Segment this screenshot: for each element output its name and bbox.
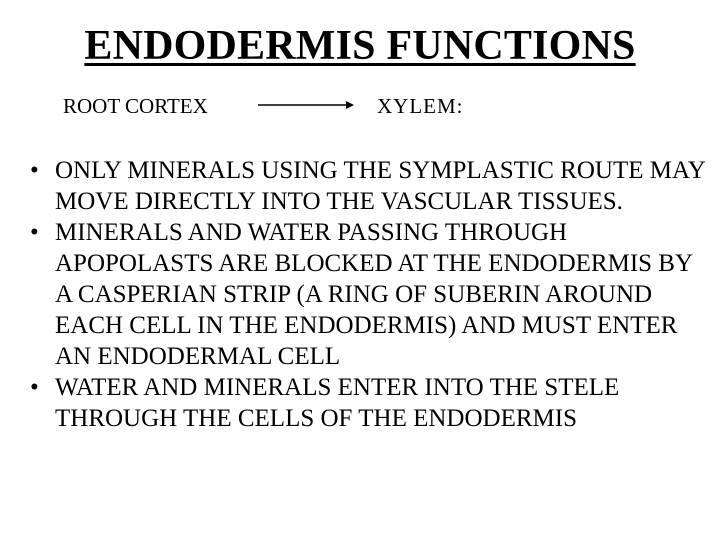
slide-title: ENDODERMIS FUNCTIONS (84, 23, 636, 69)
bullet-item (30, 155, 710, 217)
bullet-list (30, 155, 710, 434)
bullet-item (30, 217, 710, 372)
bullet-text: ONLY MINERALS USING THE SYMPLASTIC ROUTE MAY MOVE DIRECTLY INTO THE VASCULAR TISSUES. (55, 157, 705, 215)
flow-to-label: XYLEM: (377, 94, 464, 118)
flow-row (0, 92, 720, 122)
bullet-icon: • (30, 219, 39, 246)
bullet-text: WATER AND MINERALS ENTER INTO THE STELE THROUGH THE CELLS OF THE ENDODERMIS (55, 374, 620, 432)
bullet-item (30, 372, 710, 434)
flow-from-label: ROOT CORTEX (63, 94, 208, 118)
bullet-icon: • (30, 374, 39, 401)
right-arrow-icon (258, 98, 354, 112)
bullet-icon: • (30, 157, 39, 184)
bullet-text: MINERALS AND WATER PASSING THROUGH APOPOLASTS ARE BLOCKED AT THE ENDODERMIS BY A CASPERIAN STRIP (A RING OF SUBERIN AROUND EACH CELL IN THE ENDODERMIS) AND MUST ENTER AN ENDODERMAL CELL (55, 219, 693, 370)
